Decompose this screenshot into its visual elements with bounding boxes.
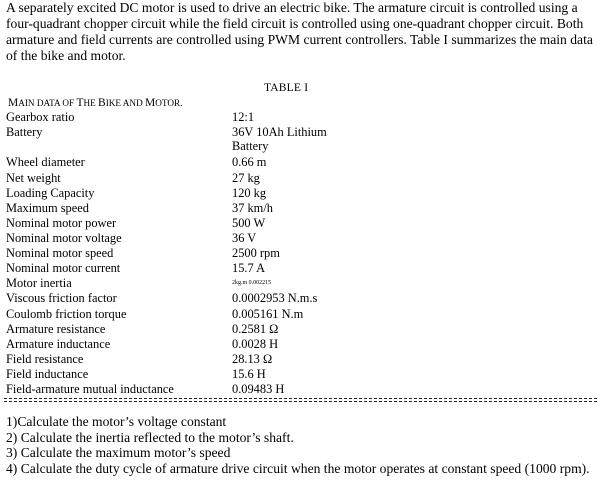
row-value: 12:1 [232, 110, 255, 124]
row-value: 27 kg [232, 171, 260, 185]
row-label: Wheel diameter [6, 155, 85, 169]
question-item: 2) Calculate the inertia reflected to the motor’s shaft. [6, 429, 294, 445]
caption-part: AIN DATA OF [18, 98, 77, 108]
row-value: 120 kg [232, 186, 267, 200]
table-title: TABLE I [264, 82, 309, 94]
row-value: 36V 10Ah Lithium Battery [232, 125, 327, 153]
question-item: 3) Calculate the maximum motor’s speed [6, 445, 231, 461]
row-value: 37 km/h [232, 201, 273, 215]
row-label: Motor inertia [6, 276, 72, 290]
question-list [6, 414, 591, 476]
section-divider [4, 398, 597, 402]
row-value: 2500 rpm [232, 246, 280, 260]
caption-part: M [8, 97, 19, 109]
row-label: Maximum speed [6, 201, 89, 215]
row-label: Nominal motor speed [6, 246, 114, 260]
row-value: 0.66 m [232, 155, 267, 169]
row-label: Coulomb friction torque [6, 307, 127, 321]
caption-part: B [98, 97, 106, 109]
caption-part: OTOR. [155, 98, 183, 108]
row-label: Armature resistance [6, 322, 106, 336]
row-value: 0.0028 H [232, 337, 279, 351]
row-value: 0.005161 N.m [232, 307, 304, 321]
row-value: 0.09483 H [232, 382, 285, 396]
row-value: 15.6 H [232, 367, 266, 381]
row-value: 0.2581 Ω [232, 322, 279, 336]
row-label: Viscous friction factor [6, 291, 117, 305]
question-item: 4) Calculate the duty cycle of armature drive circuit when the motor operates at constant speed (1000 rpm). [6, 460, 590, 476]
row-label: Nominal motor voltage [6, 231, 122, 245]
question-item: 1)Calculate the motor’s voltage constant [6, 414, 227, 429]
row-label: Nominal motor current [6, 261, 121, 275]
caption-part: IKE AND [105, 98, 146, 108]
row-label: Armature inductance [6, 337, 111, 351]
row-label: Nominal motor power [6, 216, 117, 230]
row-value: 15.7 A [232, 261, 266, 275]
row-value: 28.13 Ω [232, 352, 273, 366]
row-value: 500 W [232, 216, 266, 230]
intro-paragraph: A separately excited DC motor is used to drive an electric bike. The armature circuit is controlled using a four-quadrant chopper circuit while the field circuit is controlled using one-quadrant chopper circuit. Both armature and field currents are controlled using PWM current controllers. Table I summarizes the main data of the bike and motor. [6, 0, 593, 64]
row-label: Battery [6, 125, 43, 139]
row-value: 36 V [232, 231, 257, 245]
row-value: 2kg.m 0.002215 [232, 280, 272, 286]
row-label: Field inductance [6, 367, 89, 381]
row-value: 0.0002953 N.m.s [232, 291, 318, 305]
row-label: Net weight [6, 171, 61, 185]
caption-part: T [76, 97, 84, 109]
table-caption [8, 96, 182, 110]
caption-part: M [145, 97, 156, 109]
row-label: Field-armature mutual inductance [6, 382, 174, 396]
row-label: Field resistance [6, 352, 84, 366]
row-label: Loading Capacity [6, 186, 95, 200]
row-label: Gearbox ratio [6, 110, 75, 124]
caption-part: HE [83, 98, 99, 108]
